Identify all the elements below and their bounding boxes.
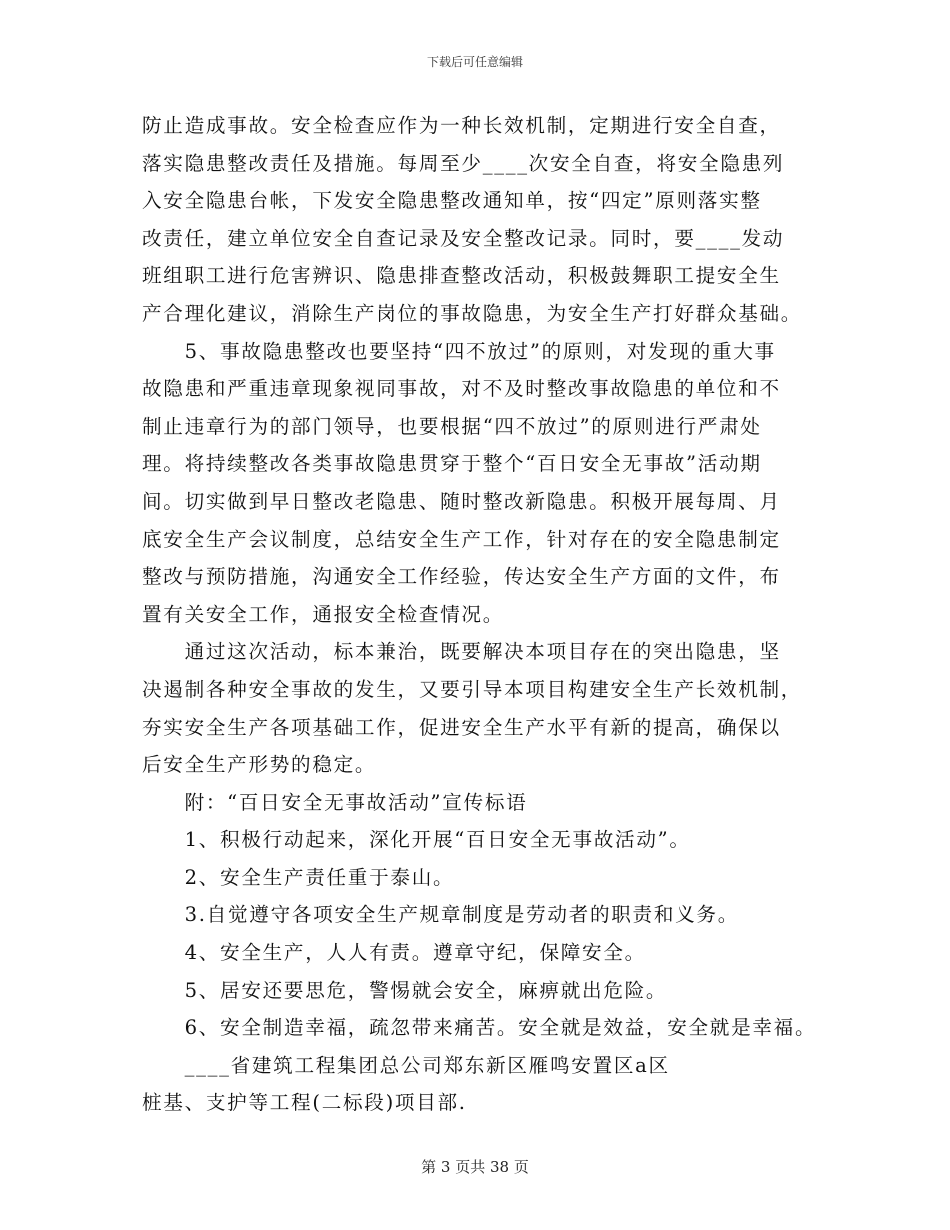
- body-line: 间。切实做到早日整改老隐患、随时整改新隐患。积极开展每周、月: [142, 489, 781, 513]
- body-line: 后安全生产形势的稳定。: [142, 753, 377, 777]
- body-line: 6、安全制造幸福，疏忽带来痛苦。安全就是效益，安全就是幸福。: [142, 1016, 817, 1040]
- body-line: 夯实安全生产各项基础工作，促进安全生产水平有新的提高，确保以: [142, 715, 781, 739]
- body-line: 2、安全生产责任重于泰山。: [142, 865, 455, 889]
- document-body: [142, 107, 832, 1122]
- body-line: 5、居安还要思危，警惕就会安全，麻痹就出危险。: [142, 978, 668, 1002]
- body-line: 决遏制各种安全事故的发生，又要引导本项目构建安全生产长效机制，: [142, 677, 803, 701]
- body-line: 置有关安全工作，通报安全检查情况。: [142, 602, 504, 626]
- body-line: 底安全生产会议制度，总结安全生产工作，针对存在的安全隐患制定: [142, 527, 781, 551]
- body-line: 5、事故隐患整改也要坚持“四不放过”的原则，对发现的重大事: [142, 339, 776, 363]
- body-line: 故隐患和严重违章现象视同事故，对不及时整改事故隐患的单位和不: [142, 377, 781, 401]
- body-line: 改责任，建立单位安全自查记录及安全整改记录。同时，要____发动: [142, 226, 785, 250]
- body-line: 入安全隐患台帐，下发安全隐患整改通知单，按“四定”原则落实整: [142, 189, 762, 213]
- body-line: 整改与预防措施，沟通安全工作经验，传达安全生产方面的文件，布: [142, 565, 781, 589]
- body-line: 3.自觉遵守各项安全生产规章制度是劳动者的职责和义务。: [142, 903, 740, 927]
- body-line: 制止违章行为的部门领导，也要根据“四不放过”的原则进行严肃处: [142, 414, 762, 438]
- body-line: 落实隐患整改责任及措施。每周至少____次安全自查，将安全隐患列: [142, 151, 785, 175]
- body-line: 附：“百日安全无事故活动”宣传标语: [142, 790, 528, 814]
- body-line: 1、积极行动起来，深化开展“百日安全无事故活动”。: [142, 828, 691, 852]
- body-line: ____省建筑工程集团总公司郑东新区雁鸣安置区a区: [142, 1053, 670, 1077]
- body-line: 4、安全生产，人人有责。遵章守纪，保障安全。: [142, 941, 646, 965]
- body-line: 产合理化建议，消除生产岗位的事故隐患，为安全生产打好群众基础。: [142, 301, 803, 325]
- page-header: 下载后可任意编辑: [426, 55, 523, 69]
- body-line: 防止造成事故。安全检查应作为一种长效机制，定期进行安全自查，: [142, 114, 781, 137]
- body-line: 通过这次活动，标本兼治，既要解决本项目存在的突出隐患，坚: [142, 640, 781, 664]
- body-line: 理。将持续整改各类事故隐患贯穿于整个“百日安全无事故”活动期: [142, 452, 762, 476]
- body-line: 桩基、支护等工程(二标段)项目部.: [142, 1091, 467, 1115]
- body-line: 班组职工进行危害辨识、隐患排查整改活动，积极鼓舞职工提安全生: [142, 264, 781, 288]
- page-number: 第 3 页共 38 页: [421, 1158, 529, 1176]
